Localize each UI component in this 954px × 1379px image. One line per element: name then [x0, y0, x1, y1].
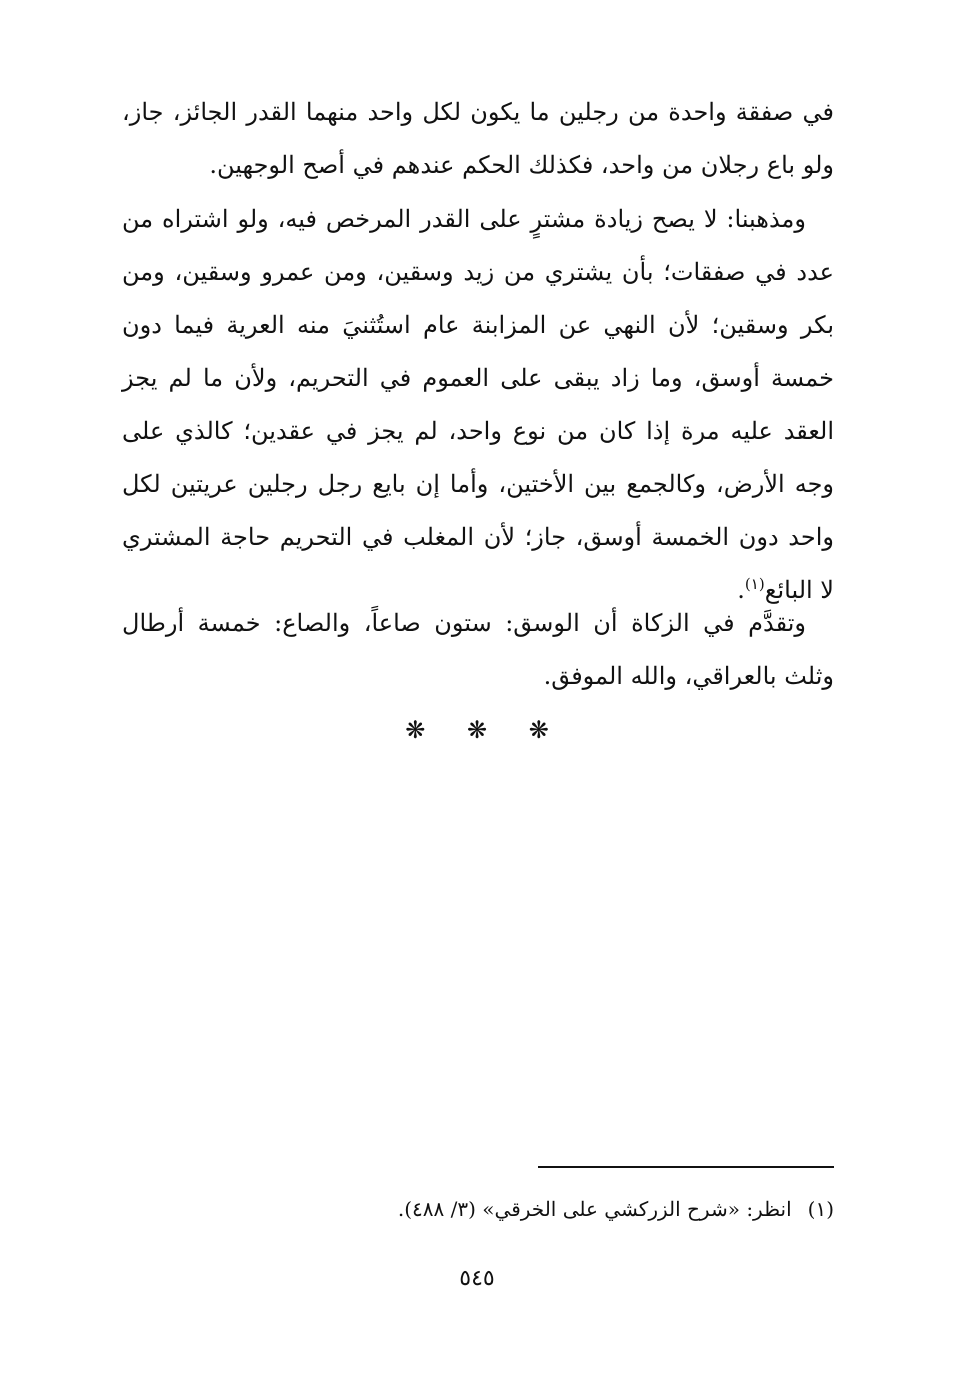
footnote-number: (١) [807, 1197, 834, 1221]
section-divider [0, 714, 954, 746]
page-number: ٥٤٥ [459, 1266, 495, 1291]
asterism-icon: ❋ [466, 716, 488, 744]
footnote-separator [538, 1166, 834, 1168]
footnote-text: انظر: «شرح الزركشي على الخرقي» (٣/ ٤٨٨). [397, 1197, 792, 1221]
paragraph-3-text: وتقدَّم في الزكاة أن الوسق: ستون صاعاً، والصاع: خمسة أرطال وثلث بالعراقي، والله الموفق. [122, 609, 834, 690]
paragraph-2-body: ومذهبنا: لا يصح زيادة مشترٍ على القدر المرخص فيه، ولو اشتراه من عدد في صفقات؛ بأن يشتري من زيد وسقين، ومن عمرو وسقين، ومن بكر وسقين؛ لأن النهي عن المزابنة عام استُثنيَ منه العرية فيما دون خمسة أوسق، وما زاد يبقى على العموم في التحريم، ولأن ما لم يجز العقد عليه مرة إذا كان من نوع واحد، لم يجز في عقدين؛ كالذي على وجه الأرض، وكالجمع بين الأختين، وأما إن بايع رجل رجلين عريتين لكل واحد دون الخمسة أوسق، جاز؛ لأن المغلب في التحريم حاجة المشتري لا البائع [122, 205, 834, 604]
paragraph-1-text: في صفقة واحدة من رجلين ما يكون لكل واحد منهما القدر الجائز، جاز، ولو باع رجلان من واحد، فكذلك الحكم عندهم في أصح الوجهين. [122, 98, 834, 179]
footnote-reference[interactable]: (١) [744, 575, 765, 593]
paragraph-2 [122, 193, 834, 617]
asterism-icon: ❋ [528, 716, 549, 744]
paragraph-1 [122, 86, 834, 192]
paragraph-3 [122, 597, 834, 703]
paragraph-2-text [122, 193, 834, 617]
paragraph-2-end: . [737, 576, 745, 604]
footnote [122, 1192, 834, 1226]
asterism-icon: ❋ [405, 716, 426, 744]
